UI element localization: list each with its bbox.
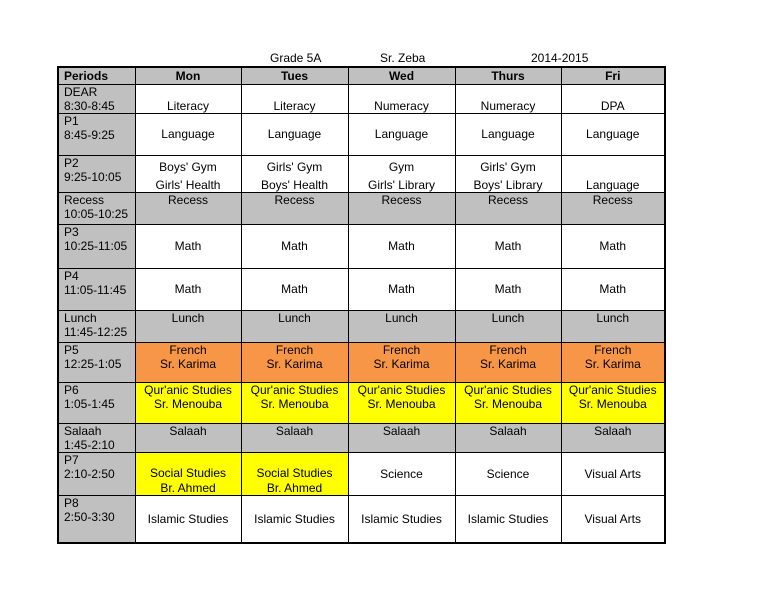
schedule-cell — [241, 192, 348, 224]
period-cell — [58, 113, 135, 155]
subject-text: Salaah — [169, 423, 207, 438]
period-time: 8:30-8:45 — [64, 98, 115, 113]
table-row — [58, 310, 665, 342]
column-header-fri: Fri — [561, 67, 665, 84]
subject-text: Math — [388, 282, 415, 296]
school-year-label: 2014-2015 — [531, 51, 589, 65]
schedule-cell — [561, 382, 665, 423]
schedule-cell — [135, 452, 241, 495]
subject-text: Math — [281, 239, 308, 253]
schedule-cell — [455, 268, 561, 310]
period-cell — [58, 452, 135, 495]
period-cell — [58, 268, 135, 310]
schedule-cell — [561, 192, 665, 224]
column-header-periods: Periods — [58, 67, 135, 84]
table-row — [58, 113, 665, 155]
subject-subtext: Sr. Menouba — [260, 396, 329, 411]
schedule-cell — [241, 155, 348, 192]
table-row — [58, 192, 665, 224]
schedule-cell — [135, 224, 241, 268]
schedule-cell — [455, 113, 561, 155]
subject-text: Language — [374, 127, 429, 141]
subject-text: French — [594, 342, 632, 357]
period-time: 12:25-1:05 — [64, 356, 122, 371]
period-name: P2 — [64, 155, 79, 170]
period-cell — [58, 224, 135, 268]
period-name: P5 — [64, 342, 79, 357]
schedule-cell — [455, 84, 561, 113]
schedule-cell — [561, 268, 665, 310]
subject-text: Numeracy — [374, 98, 429, 113]
schedule-cell — [348, 84, 455, 113]
schedule-cell — [348, 155, 455, 192]
schedule-cell — [135, 382, 241, 423]
subject-subtext: Sr. Karima — [159, 356, 216, 371]
period-time: 1:45-2:10 — [64, 437, 115, 452]
schedule-cell — [241, 423, 348, 452]
schedule-cell — [561, 310, 665, 342]
subject-text: Numeracy — [480, 98, 536, 113]
subject-text: French — [169, 342, 207, 357]
subject-text: Boys' Gym — [159, 159, 217, 174]
schedule-cell — [241, 382, 348, 423]
period-cell — [58, 192, 135, 224]
subject-text: Recess — [381, 192, 422, 207]
subject-text: Math — [494, 282, 522, 296]
schedule-cell — [348, 113, 455, 155]
schedule-cell — [561, 155, 665, 192]
column-header-tues: Tues — [241, 67, 348, 84]
schedule-cell — [241, 113, 348, 155]
period-name: Salaah — [64, 423, 102, 438]
schedule-cell — [561, 495, 665, 543]
subject-text: Math — [494, 239, 522, 253]
subject-subtext: Sr. Karima — [266, 356, 323, 371]
table-row — [58, 495, 665, 543]
subject-text: Qur'anic Studies — [464, 382, 552, 397]
schedule-cell — [241, 495, 348, 543]
subject-subtext: Boys' Health — [261, 177, 328, 192]
subject-text: Math — [174, 282, 202, 296]
subject-text: Literacy — [273, 98, 316, 113]
schedule-cell — [348, 495, 455, 543]
table-row — [58, 84, 665, 113]
schedule-cell — [561, 423, 665, 452]
subject-text: Lunch — [596, 310, 630, 325]
schedule-cell — [241, 224, 348, 268]
subject-text: Qur'anic Studies — [357, 382, 446, 397]
subject-text: French — [489, 342, 527, 357]
schedule-cell — [135, 495, 241, 543]
schedule-cell — [348, 452, 455, 495]
subject-text: Recess — [167, 192, 208, 207]
schedule-cell — [135, 423, 241, 452]
period-name: P6 — [64, 382, 79, 397]
subject-text: Science — [486, 466, 530, 481]
subject-subtext: Girls' Library — [368, 177, 435, 192]
subject-text: Language — [586, 177, 640, 192]
schedule-cell — [135, 342, 241, 382]
subject-text: Language — [161, 127, 215, 141]
subject-subtext: Sr. Menouba — [367, 396, 436, 411]
period-name: P8 — [64, 495, 79, 510]
subject-text: Language — [586, 127, 640, 141]
subject-subtext: Sr. Karima — [584, 356, 641, 371]
subject-text: Math — [174, 239, 202, 253]
subject-subtext: Boys' Library — [473, 177, 543, 192]
subject-text: Math — [281, 282, 308, 296]
schedule-cell — [561, 452, 665, 495]
period-name: P1 — [64, 113, 79, 128]
column-header-wed: Wed — [348, 67, 455, 84]
schedule-cell — [561, 84, 665, 113]
subject-text: Salaah — [382, 423, 421, 438]
period-time: 10:25-11:05 — [64, 238, 128, 253]
table-row — [58, 342, 665, 382]
subject-subtext: Sr. Karima — [479, 356, 536, 371]
subject-text: Lunch — [278, 310, 311, 325]
schedule-cell — [455, 224, 561, 268]
period-cell — [58, 495, 135, 543]
period-cell — [58, 310, 135, 342]
schedule-cell — [241, 84, 348, 113]
table-row — [58, 452, 665, 495]
period-time: 2:10-2:50 — [64, 466, 115, 481]
period-time: 11:45-12:25 — [64, 324, 128, 339]
subject-subtext: Br. Ahmed — [266, 480, 323, 495]
grade-label: Grade 5A — [270, 51, 322, 65]
period-cell — [58, 382, 135, 423]
schedule-cell — [135, 155, 241, 192]
subject-text: Gym — [388, 159, 415, 174]
subject-text: Qur'anic Studies — [250, 382, 339, 397]
subject-subtext: Sr. Menouba — [153, 396, 223, 411]
subject-subtext: Br. Ahmed — [160, 480, 216, 495]
schedule-cell — [455, 495, 561, 543]
subject-text: Language — [481, 127, 535, 141]
schedule-cell — [561, 342, 665, 382]
schedule-cell — [348, 342, 455, 382]
subject-text: Recess — [487, 192, 528, 207]
subject-text: Social Studies — [149, 465, 227, 480]
table-row — [58, 382, 665, 423]
schedule-cell — [348, 192, 455, 224]
schedule-cell — [348, 382, 455, 423]
period-name: Lunch — [64, 310, 97, 325]
subject-text: Girls' Gym — [266, 159, 323, 174]
subject-text: Recess — [274, 192, 315, 207]
subject-text: French — [275, 342, 314, 357]
subject-text: Literacy — [166, 98, 210, 113]
period-time: 1:05-1:45 — [64, 396, 115, 411]
schedule-cell — [561, 113, 665, 155]
period-cell — [58, 342, 135, 382]
schedule-cell — [455, 155, 561, 192]
subject-text: Social Studies — [256, 465, 333, 480]
subject-text: Salaah — [594, 423, 632, 438]
schedule-cell — [135, 84, 241, 113]
period-cell — [58, 84, 135, 113]
schedule-cell — [455, 192, 561, 224]
column-header-thurs: Thurs — [455, 67, 561, 84]
period-name: Recess — [64, 192, 105, 207]
schedule-cell — [135, 192, 241, 224]
schedule-cell — [455, 423, 561, 452]
schedule-cell — [241, 310, 348, 342]
subject-text: Visual Arts — [584, 511, 641, 526]
period-name: P4 — [64, 268, 79, 283]
schedule-cell — [135, 268, 241, 310]
schedule-cell — [348, 224, 455, 268]
subject-text: Qur'anic Studies — [144, 382, 232, 397]
subject-text: Islamic Studies — [361, 511, 442, 526]
column-header-mon: Mon — [135, 67, 241, 84]
subject-subtext: Sr. Karima — [373, 356, 430, 371]
subject-text: Math — [599, 282, 627, 296]
subject-text: Girls' Gym — [480, 159, 536, 174]
subject-text: Math — [388, 239, 415, 253]
schedule-cell — [241, 268, 348, 310]
period-cell — [58, 155, 135, 192]
subject-text: Science — [380, 466, 423, 481]
period-cell — [58, 423, 135, 452]
period-time: 2:50-3:30 — [64, 509, 115, 524]
schedule-cell — [348, 423, 455, 452]
teacher-label: Sr. Zeba — [380, 51, 426, 65]
period-time: 11:05-11:45 — [64, 282, 127, 297]
subject-text: Islamic Studies — [147, 511, 229, 526]
subject-text: Qur'anic Studies — [568, 382, 657, 397]
subject-text: Lunch — [171, 310, 205, 325]
schedule-cell — [455, 310, 561, 342]
table-row — [58, 268, 665, 310]
subject-text: Visual Arts — [584, 466, 641, 481]
schedule-cell — [455, 452, 561, 495]
subject-subtext: Girls' Health — [155, 177, 221, 192]
table-header-row — [58, 67, 665, 84]
period-name: P3 — [64, 224, 79, 239]
subject-text: Language — [267, 127, 322, 141]
subject-text: Islamic Studies — [254, 511, 335, 526]
period-name: DEAR — [64, 84, 98, 99]
subject-text: Lunch — [491, 310, 525, 325]
subject-subtext: Sr. Menouba — [473, 396, 543, 411]
subject-text: French — [382, 342, 421, 357]
schedule-cell — [241, 342, 348, 382]
schedule-cell — [455, 342, 561, 382]
table-row — [58, 155, 665, 192]
timetable — [57, 66, 666, 544]
subject-text: DPA — [600, 98, 625, 113]
period-time: 8:45-9:25 — [64, 127, 115, 142]
schedule-cell — [135, 113, 241, 155]
schedule-cell — [348, 310, 455, 342]
table-row — [58, 224, 665, 268]
period-name: P7 — [64, 452, 79, 467]
subject-text: Math — [599, 239, 627, 253]
subject-text: Islamic Studies — [467, 511, 549, 526]
schedule-cell — [135, 310, 241, 342]
table-row — [58, 423, 665, 452]
period-time: 10:05-10:25 — [64, 206, 129, 221]
schedule-cell — [241, 452, 348, 495]
subject-text: Salaah — [275, 423, 314, 438]
schedule-cell — [561, 224, 665, 268]
subject-text: Recess — [592, 192, 633, 207]
schedule-cell — [348, 268, 455, 310]
period-time: 9:25-10:05 — [64, 169, 122, 184]
subject-subtext: Sr. Menouba — [578, 396, 647, 411]
schedule-cell — [455, 382, 561, 423]
subject-text: Salaah — [489, 423, 527, 438]
subject-text: Lunch — [385, 310, 418, 325]
